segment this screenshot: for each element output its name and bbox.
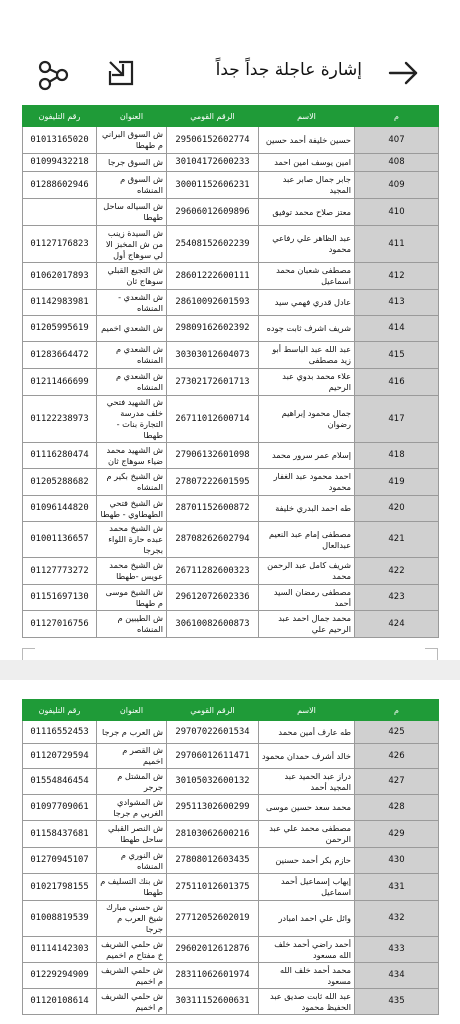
row-name: إيهاب إسماعيل أحمد اسماعيل <box>259 874 355 901</box>
row-phone: 01151697130 <box>23 585 97 611</box>
row-name: وائل علي احمد امبادر <box>259 901 355 937</box>
row-phone: 01099432218 <box>23 154 97 172</box>
header-national-id: الرقم القومي <box>167 700 259 721</box>
share-icon[interactable] <box>36 58 70 92</box>
row-number: 416 <box>355 369 439 396</box>
row-phone: 01008819539 <box>23 901 97 937</box>
row-number: 418 <box>355 443 439 469</box>
header-name: الاسم <box>259 700 355 721</box>
table-row <box>23 522 439 558</box>
row-phone: 01013165020 <box>23 127 97 154</box>
row-number: 425 <box>355 721 439 744</box>
row-address: ش الشيخ محمد عبده حارة اللواء بجرجا <box>97 522 167 558</box>
row-national-id: 30303012604073 <box>167 342 259 369</box>
row-number: 433 <box>355 937 439 963</box>
row-number: 408 <box>355 154 439 172</box>
row-address: ش حسني مبارك شيخ العرب م جرجا <box>97 901 167 937</box>
row-phone: 01127773272 <box>23 558 97 585</box>
row-address: ش الشيخ بكير م المنشاه <box>97 469 167 496</box>
table-row <box>23 127 439 154</box>
row-address: ش التجيع القبلي سوهاج ثان <box>97 263 167 290</box>
table-row <box>23 769 439 795</box>
row-phone: 01116552453 <box>23 721 97 744</box>
row-national-id: 30311152600631 <box>167 989 259 1015</box>
row-name: جابر جمال صابر عبد المجيد <box>259 172 355 199</box>
row-number: 410 <box>355 199 439 226</box>
table-row <box>23 901 439 937</box>
row-number: 409 <box>355 172 439 199</box>
row-national-id: 25408152602239 <box>167 226 259 263</box>
row-address: ش الشيخ فتحي الطهطاوي - طهطا <box>97 496 167 522</box>
row-national-id: 27906132601098 <box>167 443 259 469</box>
row-phone: 01205288682 <box>23 469 97 496</box>
header-address: العنوان <box>97 700 167 721</box>
table-row <box>23 848 439 874</box>
row-name: خالد أشرف حمدان محمود <box>259 744 355 769</box>
row-national-id: 27511012601375 <box>167 874 259 901</box>
row-phone: 01096144820 <box>23 496 97 522</box>
row-name: محمد جمال احمد عبد الرحيم علي <box>259 611 355 638</box>
row-name: عبد الظاهر علي رفاعي محمود <box>259 226 355 263</box>
row-address: ش السيدة زينب من ش المخبز الا لي سوهاج أول <box>97 226 167 263</box>
row-name: أحمد راضي أحمد خلف الله مسعود <box>259 937 355 963</box>
row-phone: 01554846454 <box>23 769 97 795</box>
table-row <box>23 369 439 396</box>
row-phone: 01288602946 <box>23 172 97 199</box>
table-row <box>23 172 439 199</box>
table-row <box>23 443 439 469</box>
header-national-id: الرقم القومي <box>167 106 259 127</box>
row-phone: 01097709061 <box>23 795 97 821</box>
row-name: إسلام عمر سرور محمد <box>259 443 355 469</box>
row-number: 428 <box>355 795 439 821</box>
row-address: ش حلمي الشريف م اخميم <box>97 963 167 989</box>
row-number: 417 <box>355 396 439 443</box>
row-address: ش السوق جرجا <box>97 154 167 172</box>
table-row <box>23 199 439 226</box>
records-table-1 <box>22 105 439 638</box>
row-number: 421 <box>355 522 439 558</box>
row-number: 423 <box>355 585 439 611</box>
row-address: ش النصر القبلي ساحل طهطا <box>97 821 167 848</box>
document-page-2 <box>0 680 460 1024</box>
row-national-id: 30104172600233 <box>167 154 259 172</box>
row-address: ش القصر م اخميم <box>97 744 167 769</box>
row-number: 434 <box>355 963 439 989</box>
row-number: 411 <box>355 226 439 263</box>
table-row <box>23 937 439 963</box>
row-name: شريف اشرف ثابت جوده <box>259 316 355 342</box>
row-number: 435 <box>355 989 439 1015</box>
table-row <box>23 316 439 342</box>
row-number: 412 <box>355 263 439 290</box>
row-address: ش السياله ساحل طهطا <box>97 199 167 226</box>
row-phone: 01120108614 <box>23 989 97 1015</box>
table-row <box>23 721 439 744</box>
row-national-id: 27712052602019 <box>167 901 259 937</box>
row-national-id: 29809162602392 <box>167 316 259 342</box>
header-name: الاسم <box>259 106 355 127</box>
row-name: طه احمد البدري خليفة <box>259 496 355 522</box>
row-name: جمال محمود إبراهيم رضوان <box>259 396 355 443</box>
row-number: 419 <box>355 469 439 496</box>
row-name: شريف كامل عبد الرحمن محمد <box>259 558 355 585</box>
row-address: ش النوري م المنشاه <box>97 848 167 874</box>
row-name: طه عارف أمين محمد <box>259 721 355 744</box>
table-row <box>23 154 439 172</box>
row-phone: 01158437681 <box>23 821 97 848</box>
row-name: مصطفى إمام عبد النعيم عبدالعال <box>259 522 355 558</box>
row-phone: 01120729594 <box>23 744 97 769</box>
row-phone: 01283664472 <box>23 342 97 369</box>
row-phone: 01122238973 <box>23 396 97 443</box>
page-separator <box>0 660 460 680</box>
row-name: حازم بكر أحمد حسنين <box>259 848 355 874</box>
row-address: ش الشعدي - المنشاه <box>97 290 167 316</box>
row-number: 430 <box>355 848 439 874</box>
row-phone <box>23 199 97 226</box>
row-name: مصطفى رمضان السيد أحمد <box>259 585 355 611</box>
row-address: ش المشتل م جرجر <box>97 769 167 795</box>
table-row <box>23 342 439 369</box>
row-phone: 01142983981 <box>23 290 97 316</box>
exit-fullscreen-icon[interactable] <box>106 58 136 88</box>
row-national-id: 27807222601595 <box>167 469 259 496</box>
table-row <box>23 396 439 443</box>
row-name: عادل قدري فهمي سيد <box>259 290 355 316</box>
header-serial: م <box>355 106 439 127</box>
row-number: 414 <box>355 316 439 342</box>
row-address: ش الشهيد محمد ضياء سوهاج ثان <box>97 443 167 469</box>
row-national-id: 29602012612876 <box>167 937 259 963</box>
row-national-id: 26711012600714 <box>167 396 259 443</box>
table-row <box>23 263 439 290</box>
records-table-2 <box>22 699 439 1015</box>
row-address: ش العرب م جرجا <box>97 721 167 744</box>
row-national-id: 27808012603435 <box>167 848 259 874</box>
row-national-id: 29612072602336 <box>167 585 259 611</box>
row-national-id: 30610082600873 <box>167 611 259 638</box>
row-address: ش الشيخ موسى م طهطا <box>97 585 167 611</box>
row-number: 407 <box>355 127 439 154</box>
table-row <box>23 611 439 638</box>
row-phone: 01270945107 <box>23 848 97 874</box>
table-row <box>23 795 439 821</box>
row-number: 431 <box>355 874 439 901</box>
row-national-id: 28311062601974 <box>167 963 259 989</box>
table-row <box>23 226 439 263</box>
row-name: معتز صلاح محمد توفيق <box>259 199 355 226</box>
row-phone: 01116280474 <box>23 443 97 469</box>
row-national-id: 29506152602774 <box>167 127 259 154</box>
document-title: إشارة عاجلة جداً جداً <box>215 60 362 80</box>
row-address: ش الشعدي م المنشاه <box>97 369 167 396</box>
row-name: امين يوسف امين احمد <box>259 154 355 172</box>
row-address: ش بنك التسليف م طهطا <box>97 874 167 901</box>
row-national-id: 28103062600216 <box>167 821 259 848</box>
document-page-1 <box>0 100 460 660</box>
table-row <box>23 989 439 1015</box>
row-number: 427 <box>355 769 439 795</box>
row-number: 432 <box>355 901 439 937</box>
header-phone: رقم التليفون <box>23 700 97 721</box>
row-national-id: 30001152606231 <box>167 172 259 199</box>
row-number: 429 <box>355 821 439 848</box>
header-serial: م <box>355 700 439 721</box>
table-row <box>23 585 439 611</box>
row-name: عبد الله ثابت صديق عبد الحفيظ محمود <box>259 989 355 1015</box>
row-address: ش الشهيد فتحي خلف مدرسة التجارة بنات - طهطا <box>97 396 167 443</box>
row-number: 424 <box>355 611 439 638</box>
row-national-id: 27302172601713 <box>167 369 259 396</box>
row-number: 422 <box>355 558 439 585</box>
table-row <box>23 496 439 522</box>
table-header-row <box>23 700 439 721</box>
row-name: مصطفى محمد علي عبد الرحمن <box>259 821 355 848</box>
row-address: ش حلمي الشريف م اخميم <box>97 989 167 1015</box>
row-name: محمد أحمد خلف الله مسعود <box>259 963 355 989</box>
app-toolbar <box>0 0 460 100</box>
table-row <box>23 469 439 496</box>
row-phone: 01229294909 <box>23 963 97 989</box>
row-name: علاء محمد بدوي عبد الرحيم <box>259 369 355 396</box>
row-national-id: 30105032600132 <box>167 769 259 795</box>
table-header-row <box>23 106 439 127</box>
row-national-id: 28701152600872 <box>167 496 259 522</box>
row-number: 415 <box>355 342 439 369</box>
header-phone: رقم التليفون <box>23 106 97 127</box>
row-address: ش الطيبين م المنشاه <box>97 611 167 638</box>
row-phone: 01211466699 <box>23 369 97 396</box>
row-phone: 01127176823 <box>23 226 97 263</box>
row-national-id: 28601222600111 <box>167 263 259 290</box>
row-phone: 01127016756 <box>23 611 97 638</box>
table-row <box>23 874 439 901</box>
row-phone: 01114142303 <box>23 937 97 963</box>
row-number: 420 <box>355 496 439 522</box>
row-phone: 01001136657 <box>23 522 97 558</box>
table-row <box>23 290 439 316</box>
row-name: عبد الله عبد الباسط أبو زيد مصطفى <box>259 342 355 369</box>
row-name: مصطفى شعبان محمد اسماعيل <box>259 263 355 290</box>
row-address: ش الشعدي اخميم <box>97 316 167 342</box>
row-address: ش حلمي الشريف خ مفتاح م اخميم <box>97 937 167 963</box>
row-phone: 01021798155 <box>23 874 97 901</box>
row-address: ش السوق البراني م طهطا <box>97 127 167 154</box>
row-number: 413 <box>355 290 439 316</box>
row-address: ش الشعدي م المنشاه <box>97 342 167 369</box>
row-national-id: 29606012609896 <box>167 199 259 226</box>
row-national-id: 29511302600299 <box>167 795 259 821</box>
row-address: ش المشوادي الغربي م جرجا <box>97 795 167 821</box>
row-address: ش السوق م المنشاه <box>97 172 167 199</box>
row-national-id: 28708262602794 <box>167 522 259 558</box>
row-name: دراز عبد الحميد عبد المجيد أحمد <box>259 769 355 795</box>
table-row <box>23 963 439 989</box>
row-name: محمد سعد حسين موسى <box>259 795 355 821</box>
row-phone: 01062017893 <box>23 263 97 290</box>
row-address: ش الشيخ محمد عويس -طهطا <box>97 558 167 585</box>
row-name: احمد محمود عبد الغفار محمود <box>259 469 355 496</box>
row-national-id: 29707022601534 <box>167 721 259 744</box>
row-number: 426 <box>355 744 439 769</box>
table-row <box>23 744 439 769</box>
row-national-id: 28610092601593 <box>167 290 259 316</box>
table-row <box>23 558 439 585</box>
row-phone: 01205995619 <box>23 316 97 342</box>
row-national-id: 29706012611471 <box>167 744 259 769</box>
row-national-id: 26711282600323 <box>167 558 259 585</box>
row-name: حسين خليفة أحمد حسين <box>259 127 355 154</box>
header-address: العنوان <box>97 106 167 127</box>
back-arrow-icon[interactable] <box>386 56 420 90</box>
table-row <box>23 821 439 848</box>
